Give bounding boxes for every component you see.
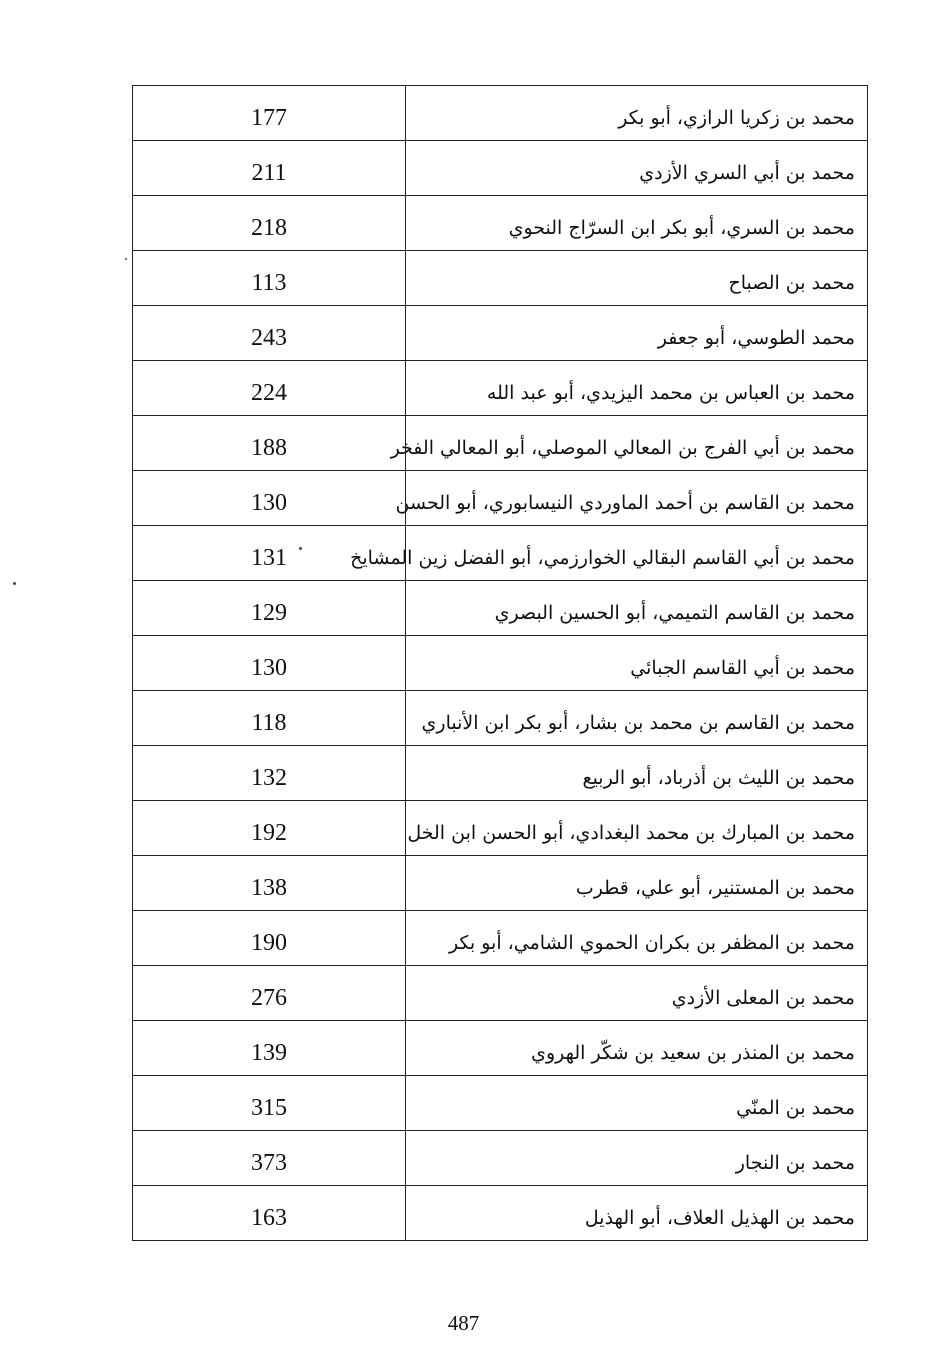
table-row	[133, 1076, 868, 1131]
page-cell: 224	[133, 361, 406, 416]
name-cell: محمد بن أبي الفرج بن المعالي الموصلي، أبو المعالي الفخر	[406, 416, 868, 471]
name-cell: محمد بن المنّي	[406, 1076, 868, 1131]
name-cell: محمد بن السري، أبو بكر ابن السرّاج النحوي	[406, 196, 868, 251]
table-row	[133, 196, 868, 251]
table-row	[133, 306, 868, 361]
table-row	[133, 361, 868, 416]
name-cell: محمد بن الهذيل العلاف، أبو الهذيل	[406, 1186, 868, 1241]
page-cell: 276	[133, 966, 406, 1021]
page-cell: 188	[133, 416, 406, 471]
name-cell: محمد بن المبارك بن محمد البغدادي، أبو الحسن ابن الخل	[406, 801, 868, 856]
page-number: 487	[447, 1311, 480, 1335]
page-cell: 130	[133, 636, 406, 691]
page-cell: 315	[133, 1076, 406, 1131]
table-row	[133, 856, 868, 911]
table-row	[133, 526, 868, 581]
page-cell: 218	[133, 196, 406, 251]
table-row	[133, 141, 868, 196]
table-row	[133, 581, 868, 636]
table-row	[133, 1021, 868, 1076]
name-cell: محمد بن الليث بن أذرباد، أبو الربيع	[406, 746, 868, 801]
table-row	[133, 691, 868, 746]
page-cell: 130	[133, 471, 406, 526]
scan-speck	[125, 258, 127, 260]
page-cell: 131	[133, 526, 406, 581]
name-cell: محمد بن العباس بن محمد اليزيدي، أبو عبد الله	[406, 361, 868, 416]
page-cell: 243	[133, 306, 406, 361]
name-cell: محمد الطوسي، أبو جعفر	[406, 306, 868, 361]
name-cell: محمد بن المظفر بن بكران الحموي الشامي، أبو بكر	[406, 911, 868, 966]
table-row	[133, 86, 868, 141]
name-cell: محمد بن أبي السري الأزدي	[406, 141, 868, 196]
table-row	[133, 416, 868, 471]
page-cell: 139	[133, 1021, 406, 1076]
table-row	[133, 471, 868, 526]
name-cell: محمد بن أبي القاسم الجبائي	[406, 636, 868, 691]
name-cell: محمد بن القاسم التميمي، أبو الحسين البصري	[406, 581, 868, 636]
table-row	[133, 636, 868, 691]
scan-speck	[13, 582, 16, 585]
page-cell: 211	[133, 141, 406, 196]
table-row	[133, 966, 868, 1021]
page-cell: 190	[133, 911, 406, 966]
index-table	[132, 85, 868, 1241]
index-table-body	[133, 86, 868, 1241]
name-cell: محمد بن القاسم بن محمد بن بشار، أبو بكر ابن الأنباري	[406, 691, 868, 746]
page-cell: 118	[133, 691, 406, 746]
name-cell: محمد بن القاسم بن أحمد الماوردي النيسابوري، أبو الحسن	[406, 471, 868, 526]
page-cell: 192	[133, 801, 406, 856]
page-cell: 373	[133, 1131, 406, 1186]
name-cell: محمد بن زكريا الرازي، أبو بكر	[406, 86, 868, 141]
page-cell: 163	[133, 1186, 406, 1241]
name-cell: محمد بن المستنير، أبو علي، قطرب	[406, 856, 868, 911]
table-row	[133, 1131, 868, 1186]
name-cell: محمد بن المعلى الأزدي	[406, 966, 868, 1021]
table-row	[133, 251, 868, 306]
table-row	[133, 1186, 868, 1241]
page-cell: 177	[133, 86, 406, 141]
name-cell: محمد بن الصباح	[406, 251, 868, 306]
table-row	[133, 801, 868, 856]
name-cell: محمد بن المنذر بن سعيد بن شكّر الهروي	[406, 1021, 868, 1076]
table-row	[133, 746, 868, 801]
name-cell: محمد بن أبي القاسم البقالي الخوارزمي، أبو الفضل زين المشايخ	[406, 526, 868, 581]
name-cell: محمد بن النجار	[406, 1131, 868, 1186]
page-cell: 129	[133, 581, 406, 636]
page-cell: 132	[133, 746, 406, 801]
table-row	[133, 911, 868, 966]
scan-speck	[299, 547, 302, 550]
page-cell: 138	[133, 856, 406, 911]
page-cell: 113	[133, 251, 406, 306]
